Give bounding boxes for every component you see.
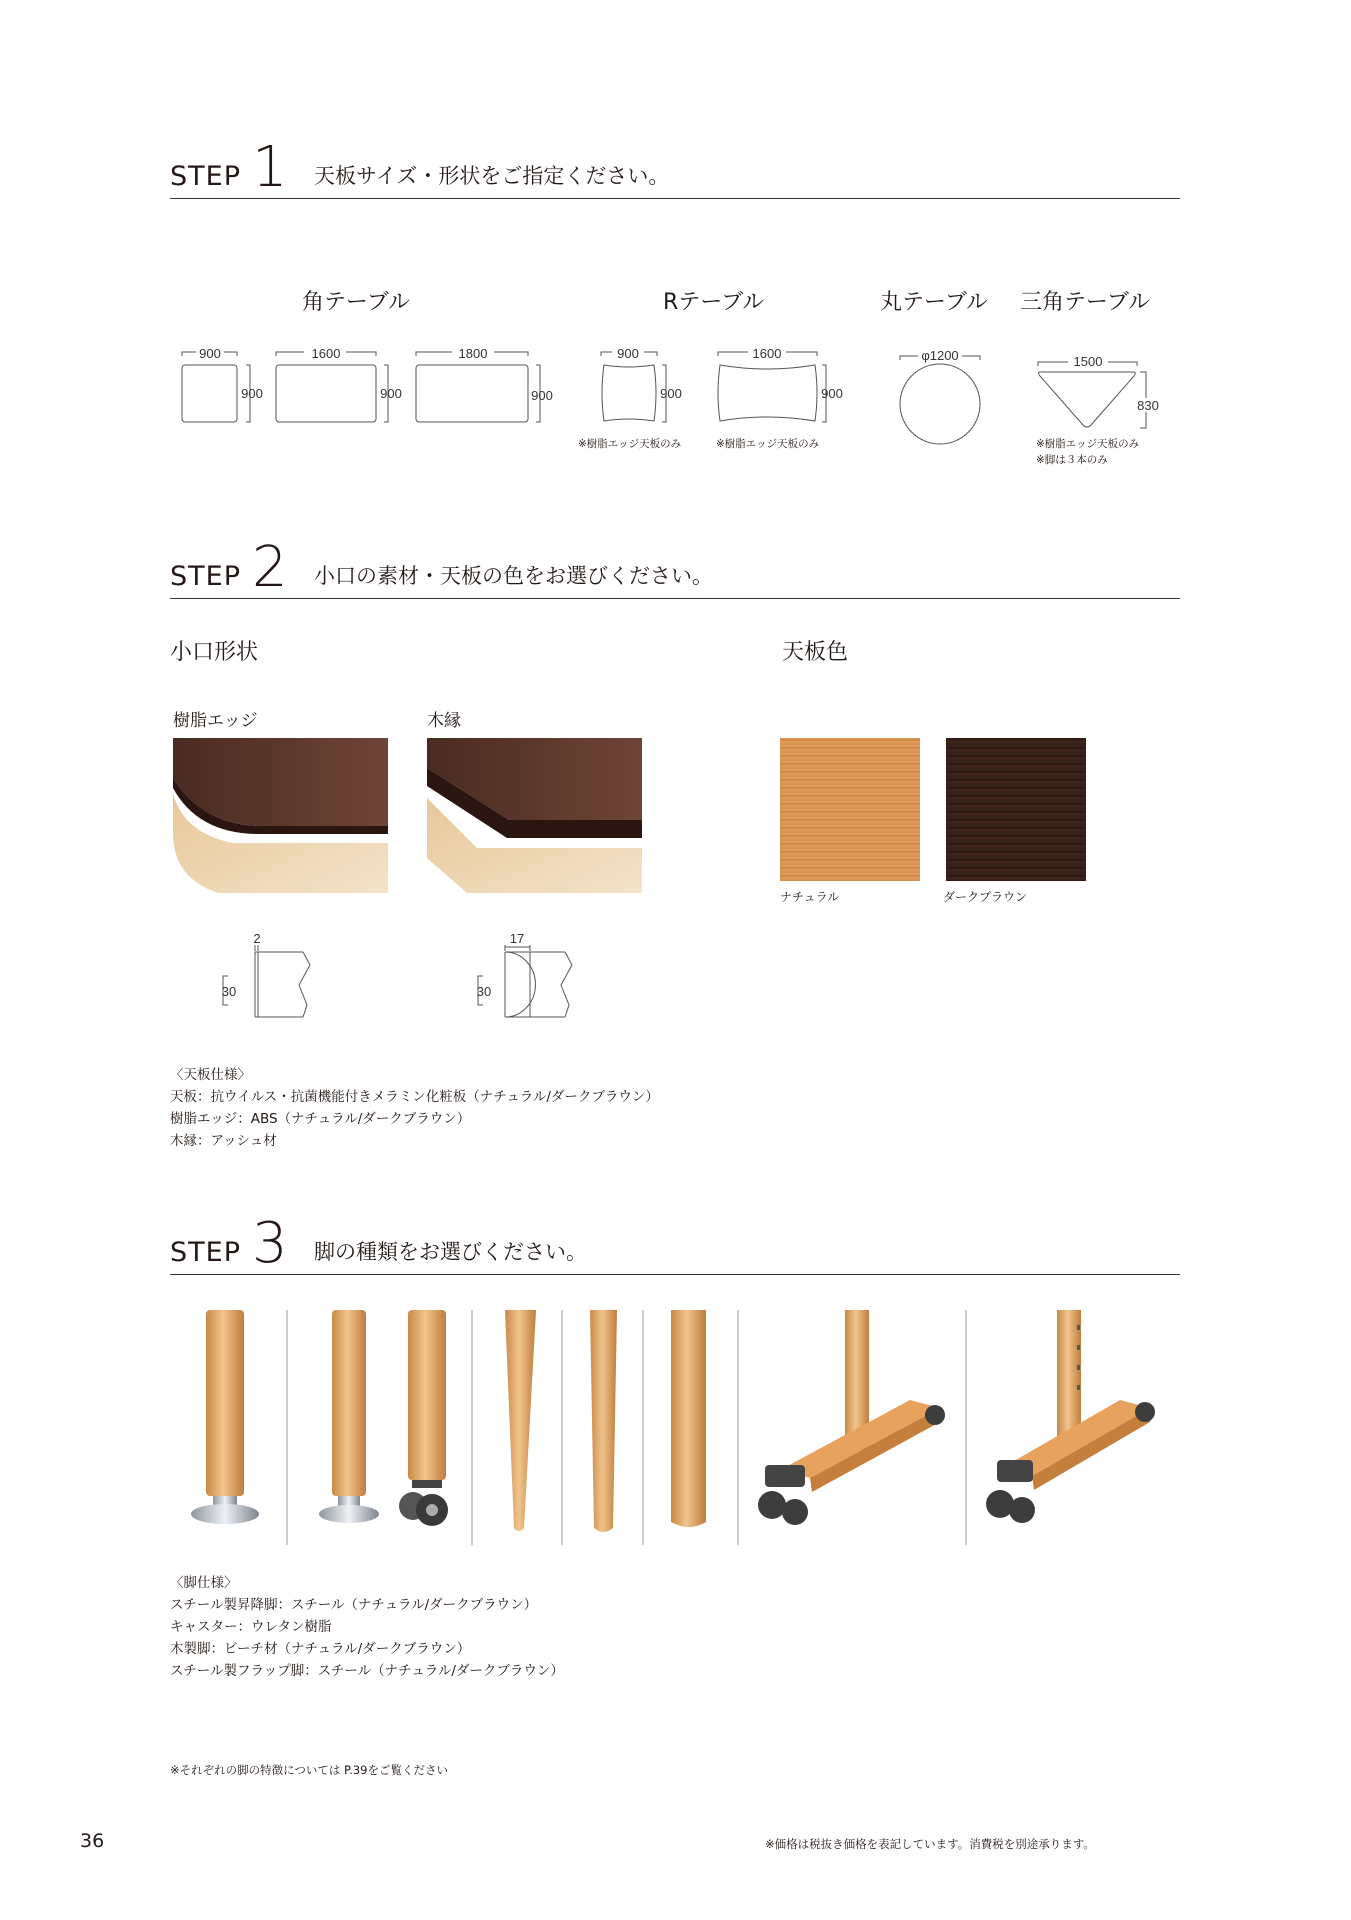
page-number: 36 bbox=[80, 1830, 105, 1852]
category-round-table: 丸テーブル bbox=[880, 290, 989, 315]
edge-wood-label: 木縁 bbox=[427, 711, 461, 731]
step2-header bbox=[170, 535, 1180, 600]
top-spec-line: 天板：抗ウイルス・抗菌機能付きメラミン化粧板（ナチュラル/ダークブラウン） bbox=[170, 1089, 659, 1105]
note-triangle-legs: ※脚は３本のみ bbox=[1036, 454, 1108, 466]
footnote: ※それぞれの脚の特徴については P.39をご覧ください bbox=[170, 1763, 448, 1777]
leg-spec-line: キャスター：ウレタン樹脂 bbox=[170, 1619, 332, 1635]
tax-note: ※価格は税抜き価格を表記しています。消費税を別途承ります。 bbox=[765, 1837, 1095, 1851]
dim-r1600-width: 1600 bbox=[752, 346, 782, 361]
dim-sq1600-depth: 900 bbox=[380, 386, 402, 401]
step-label: STEP bbox=[170, 161, 241, 192]
leg-spec-line: スチール製フラップ脚：スチール（ナチュラル/ダークブラウン） bbox=[170, 1663, 564, 1679]
step-label: STEP bbox=[170, 561, 241, 592]
dim-r900-width: 900 bbox=[617, 346, 639, 361]
dim-sq1800-width: 1800 bbox=[458, 346, 488, 361]
leg-spec-line: スチール製昇降脚：スチール（ナチュラル/ダークブラウン） bbox=[170, 1597, 538, 1613]
edge-resin-image bbox=[173, 738, 388, 893]
leg-spec-line: 〈脚仕様〉 bbox=[170, 1575, 238, 1591]
dim-round-diameter: φ1200 bbox=[921, 348, 959, 363]
step3-header bbox=[170, 1211, 1180, 1276]
category-r-table: Rテーブル bbox=[663, 290, 765, 315]
dim-r1600-depth: 900 bbox=[821, 386, 843, 401]
leg-spec-line: 木製脚：ビーチ材（ナチュラル/ダークブラウン） bbox=[170, 1641, 471, 1657]
category-square-table: 角テーブル bbox=[302, 290, 411, 315]
swatch-dark-brown-label: ダークブラウン bbox=[943, 890, 1028, 904]
resin-edge-thickness: 2 bbox=[253, 931, 261, 946]
top-color-heading: 天板色 bbox=[782, 640, 849, 665]
top-spec-line: 樹脂エッジ：ABS（ナチュラル/ダークブラウン） bbox=[170, 1111, 471, 1127]
category-triangle-table: 三角テーブル bbox=[1020, 290, 1151, 315]
swatch-dark-brown bbox=[946, 738, 1086, 881]
wood-edge-height: 30 bbox=[476, 984, 492, 999]
top-spec-line: 木縁：アッシュ材 bbox=[170, 1133, 277, 1149]
dim-triangle-width: 1500 bbox=[1073, 354, 1103, 369]
swatch-natural bbox=[780, 738, 920, 881]
top-spec-line: 〈天板仕様〉 bbox=[170, 1067, 251, 1083]
step-title: 小口の素材・天板の色をお選びください。 bbox=[314, 564, 713, 588]
swatch-natural-label: ナチュラル bbox=[780, 890, 840, 904]
note-r1600: ※樹脂エッジ天板のみ bbox=[716, 438, 820, 450]
dim-triangle-depth: 830 bbox=[1137, 398, 1159, 413]
leg-types-illustration bbox=[0, 1300, 1351, 1560]
wood-edge-thickness: 17 bbox=[509, 931, 525, 946]
edge-wood-section bbox=[470, 931, 590, 1025]
top-spec bbox=[170, 1064, 659, 1152]
step-label: STEP bbox=[170, 1237, 241, 1268]
step-number: 2 bbox=[252, 535, 288, 600]
dim-r900-depth: 900 bbox=[660, 386, 682, 401]
edge-shape-heading: 小口形状 bbox=[170, 640, 259, 665]
table-shapes-diagram bbox=[0, 0, 1351, 500]
step-number: 1 bbox=[252, 135, 288, 200]
leg-spec bbox=[170, 1572, 564, 1682]
edge-resin-label: 樹脂エッジ bbox=[173, 711, 258, 731]
edge-wood-image bbox=[427, 738, 642, 893]
note-triangle-edge: ※樹脂エッジ天板のみ bbox=[1036, 438, 1140, 450]
dim-sq1600-width: 1600 bbox=[311, 346, 341, 361]
resin-edge-height: 30 bbox=[221, 984, 237, 999]
dim-sq900-depth: 900 bbox=[241, 386, 263, 401]
step-title: 脚の種類をお選びください。 bbox=[314, 1240, 587, 1264]
step-number: 3 bbox=[252, 1211, 288, 1276]
note-r900: ※樹脂エッジ天板のみ bbox=[578, 438, 682, 450]
dim-sq900-width: 900 bbox=[199, 346, 221, 361]
edge-resin-section bbox=[215, 931, 335, 1025]
step-title: 天板サイズ・形状をご指定ください。 bbox=[314, 164, 670, 188]
dim-sq1800-depth: 900 bbox=[531, 388, 553, 403]
